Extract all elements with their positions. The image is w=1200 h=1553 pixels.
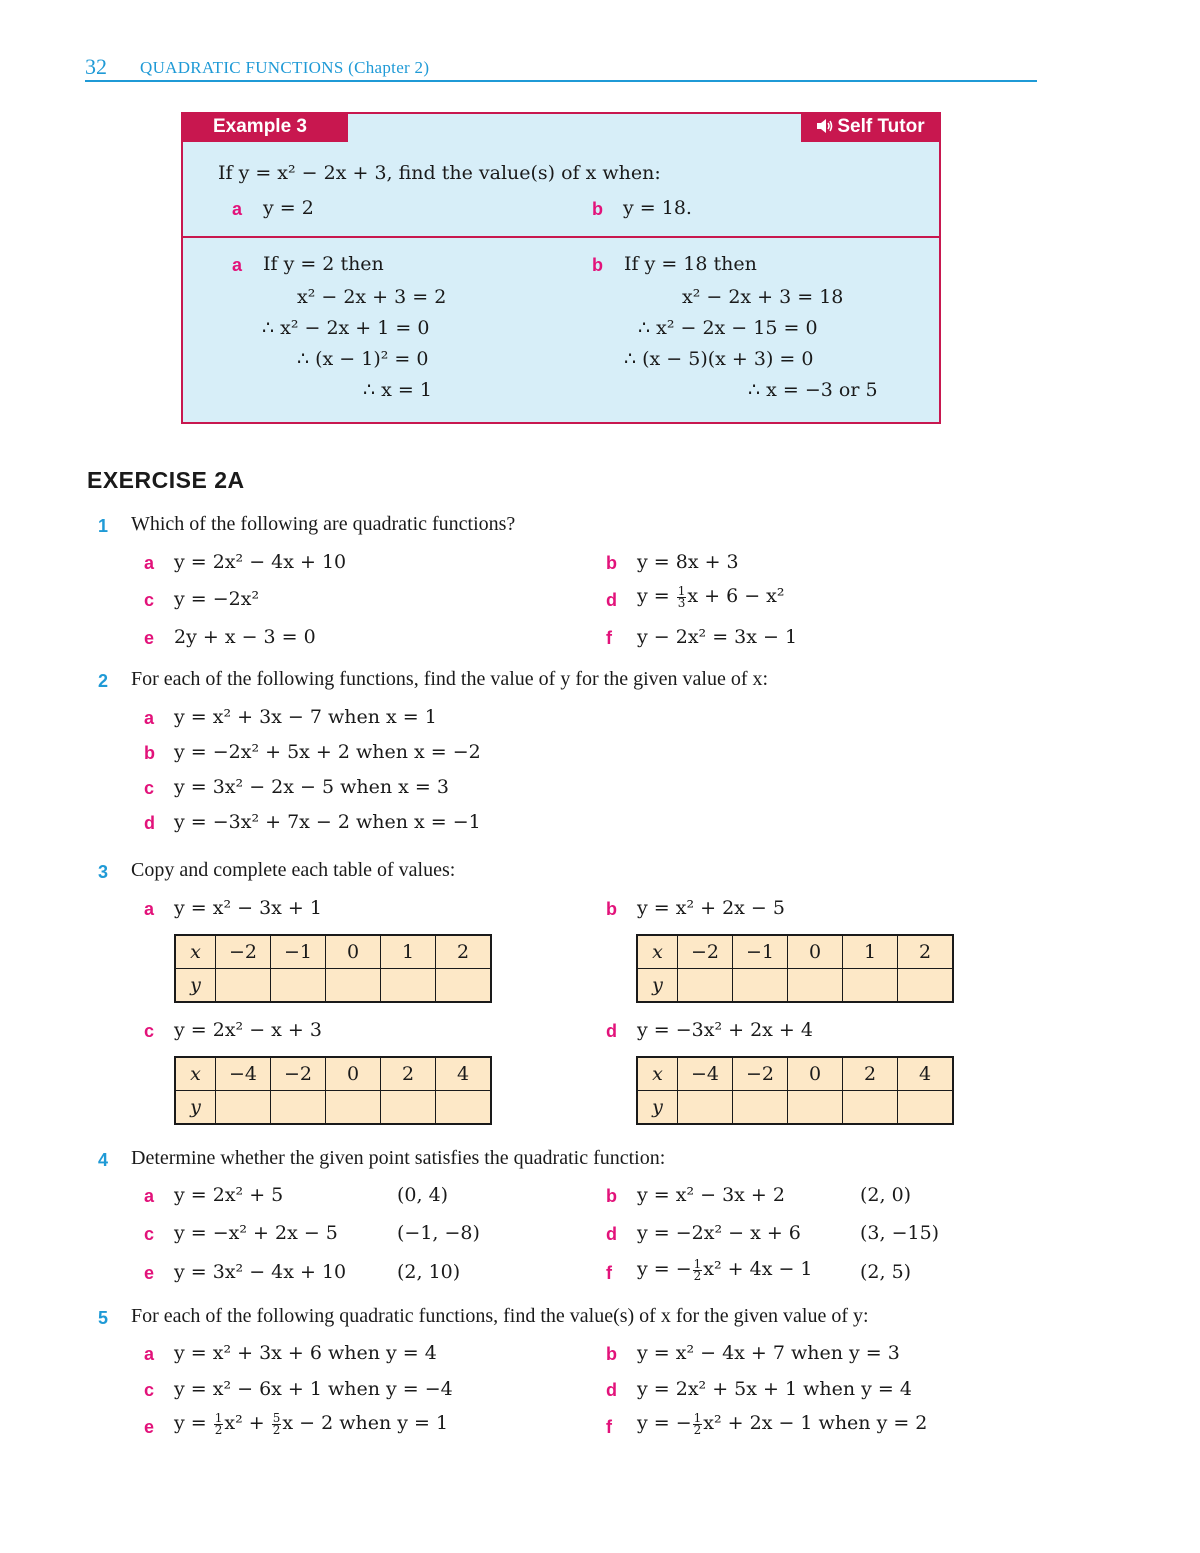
item-label: d: [606, 1380, 617, 1400]
q4-point-e: (2, 10): [397, 1261, 461, 1283]
q5-item-c: y = x² − 6x + 1 when y = −4: [174, 1378, 453, 1400]
table-y-cell: [678, 1091, 733, 1125]
table-x-header: x: [175, 1057, 216, 1091]
item-label: b: [144, 743, 155, 763]
question-number: 2: [98, 671, 109, 691]
self-tutor-button[interactable]: [801, 112, 941, 142]
q4-function-a: y = 2x² + 5: [174, 1184, 284, 1206]
example-question: If y = x² − 2x + 3, find the value(s) of x when:: [218, 162, 661, 184]
solution-a-line: ∴ x = 1: [363, 379, 432, 401]
table-x-header: x: [637, 935, 678, 969]
table-x-cell: −4: [216, 1057, 271, 1091]
q1-item-e: 2y + x − 3 = 0: [174, 626, 316, 648]
q2-item-b: y = −2x² + 5x + 2 when x = −2: [174, 741, 481, 763]
table-x-cell: −2: [678, 935, 733, 969]
table-x-cell: 2: [898, 935, 954, 969]
solution-b-line: x² − 2x + 3 = 18: [682, 286, 844, 308]
item-label: f: [606, 1417, 612, 1437]
q1-item-f: y − 2x² = 3x − 1: [637, 626, 798, 648]
example-part-a: y = 2: [263, 197, 314, 219]
question-4-text: Determine whether the given point satisfies the quadratic function:: [131, 1147, 666, 1169]
solution-a-intro: If y = 2 then: [263, 253, 384, 275]
q4-function-c: y = −x² + 2x − 5: [174, 1222, 338, 1244]
q2-item-d: y = −3x² + 7x − 2 when x = −1: [174, 811, 481, 833]
q1-item-c: y = −2x²: [174, 588, 260, 610]
value-table-b: [636, 934, 954, 1003]
q5-item-f: y = − $\frac{1}{2}$ x² + 2x − 1 when y = 2: [637, 1410, 928, 1437]
solution-a-line: x² − 2x + 3 = 2: [297, 286, 447, 308]
value-table-d: [636, 1056, 954, 1125]
q4-function-d: y = −2x² − x + 6: [637, 1222, 801, 1244]
table-y-cell: [381, 969, 436, 1003]
table-y-cell: [733, 969, 788, 1003]
table-y-cell: [436, 1091, 492, 1125]
question-1-text: Which of the following are quadratic functions?: [131, 513, 516, 535]
self-tutor-label: Self Tutor: [837, 116, 925, 137]
item-label: a: [144, 553, 155, 573]
table-x-cell: 0: [788, 935, 843, 969]
item-label: c: [144, 1021, 155, 1041]
example-part-b: y = 18.: [623, 197, 692, 219]
table-y-header: y: [637, 1091, 678, 1125]
q1-item-d: y = $\frac{1}{3}$ x + 6 − x²: [637, 583, 785, 610]
item-label: d: [606, 590, 617, 610]
item-label: e: [144, 1417, 155, 1437]
item-label: d: [144, 813, 155, 833]
table-y-cell: [216, 969, 271, 1003]
table-x-cell: 4: [436, 1057, 492, 1091]
table-x-cell: 0: [788, 1057, 843, 1091]
table-x-header: x: [175, 935, 216, 969]
table-x-cell: −2: [216, 935, 271, 969]
item-label: c: [144, 1224, 155, 1244]
solution-b-intro: If y = 18 then: [624, 253, 757, 275]
question-2-text: For each of the following functions, find the value of y for the given value of x:: [131, 668, 769, 690]
table-x-cell: −1: [271, 935, 326, 969]
table-y-header: y: [175, 969, 216, 1003]
item-label: b: [606, 1186, 617, 1206]
item-label: b: [606, 899, 617, 919]
table-x-cell: 0: [326, 935, 381, 969]
table-x-cell: 1: [381, 935, 436, 969]
value-table-a: [174, 934, 492, 1003]
question-number: 4: [98, 1150, 109, 1170]
q3-function-c: y = 2x² − x + 3: [174, 1019, 322, 1041]
table-x-header: x: [637, 1057, 678, 1091]
table-y-cell: [843, 969, 898, 1003]
table-x-cell: −4: [678, 1057, 733, 1091]
table-y-cell: [788, 1091, 843, 1125]
table-x-cell: 2: [436, 935, 492, 969]
q5-item-b: y = x² − 4x + 7 when y = 3: [637, 1342, 900, 1364]
solution-a-line: ∴ x² − 2x + 1 = 0: [262, 317, 430, 339]
item-label: c: [144, 778, 155, 798]
question-number: 5: [98, 1308, 109, 1328]
item-label: a: [144, 708, 155, 728]
table-y-cell: [843, 1091, 898, 1125]
question-5-text: For each of the following quadratic functions, find the value(s) of x for the given value of y:: [131, 1305, 869, 1327]
q3-function-b: y = x² + 2x − 5: [637, 897, 785, 919]
table-y-cell: [326, 1091, 381, 1125]
item-label: d: [606, 1224, 617, 1244]
q3-function-d: y = −3x² + 2x + 4: [637, 1019, 813, 1041]
table-y-cell: [898, 1091, 954, 1125]
solution-b-line: ∴ x = −3 or 5: [748, 379, 878, 401]
fraction: $\frac{1}{3}$: [677, 583, 686, 610]
q5-item-e: y = $\frac{1}{2}$ x² + $\frac{5}{2}$ x − 2 when y = 1: [174, 1410, 449, 1437]
q4-point-a: (0, 4): [397, 1184, 449, 1206]
table-y-cell: [271, 1091, 326, 1125]
example-part-a-label: a: [232, 199, 243, 219]
q4-point-c: (−1, −8): [397, 1222, 480, 1244]
table-y-cell: [733, 1091, 788, 1125]
value-table-c: [174, 1056, 492, 1125]
question-3-text: Copy and complete each table of values:: [131, 859, 456, 881]
item-label: e: [144, 1263, 155, 1283]
item-label: a: [144, 1186, 155, 1206]
table-y-cell: [216, 1091, 271, 1125]
header-rule: [85, 80, 1037, 82]
q2-item-a: y = x² + 3x − 7 when x = 1: [174, 706, 437, 728]
table-x-cell: 1: [843, 935, 898, 969]
table-y-cell: [788, 969, 843, 1003]
page-number: 32: [85, 54, 107, 79]
table-x-cell: 2: [843, 1057, 898, 1091]
fraction: $\frac{5}{2}$: [272, 1410, 281, 1437]
fraction: $\frac{1}{2}$: [693, 1256, 702, 1283]
item-label: e: [144, 628, 155, 648]
solution-a-line: ∴ (x − 1)² = 0: [297, 348, 429, 370]
example-divider: [181, 236, 941, 238]
exercise-heading: EXERCISE 2A: [87, 467, 245, 493]
q4-point-b: (2, 0): [860, 1184, 912, 1206]
q4-function-b: y = x² − 3x + 2: [637, 1184, 785, 1206]
q4-function-e: y = 3x² − 4x + 10: [174, 1261, 347, 1283]
item-label: b: [606, 553, 617, 573]
table-y-cell: [381, 1091, 436, 1125]
item-label: c: [144, 590, 155, 610]
example-title: Example 3: [181, 112, 348, 142]
question-number: 3: [98, 862, 109, 882]
item-label: a: [144, 1344, 155, 1364]
table-x-cell: −2: [271, 1057, 326, 1091]
table-y-cell: [436, 969, 492, 1003]
solution-b-label: b: [592, 255, 603, 275]
running-head: QUADRATIC FUNCTIONS (Chapter 2): [140, 58, 430, 77]
q1-item-b: y = 8x + 3: [637, 551, 739, 573]
table-y-cell: [271, 969, 326, 1003]
table-y-header: y: [637, 969, 678, 1003]
table-y-cell: [898, 969, 954, 1003]
q5-item-d: y = 2x² + 5x + 1 when y = 4: [637, 1378, 912, 1400]
item-label: f: [606, 1263, 612, 1283]
solution-b-line: ∴ x² − 2x − 15 = 0: [638, 317, 818, 339]
solution-b-line: ∴ (x − 5)(x + 3) = 0: [624, 348, 814, 370]
table-x-cell: 0: [326, 1057, 381, 1091]
speaker-icon: [817, 119, 833, 133]
question-number: 1: [98, 516, 109, 536]
item-label: f: [606, 628, 612, 648]
table-y-cell: [678, 969, 733, 1003]
example-part-b-label: b: [592, 199, 603, 219]
q4-point-f: (2, 5): [860, 1261, 912, 1283]
table-x-cell: 2: [381, 1057, 436, 1091]
q1-item-a: y = 2x² − 4x + 10: [174, 551, 347, 573]
table-y-header: y: [175, 1091, 216, 1125]
table-y-cell: [326, 969, 381, 1003]
q5-item-a: y = x² + 3x + 6 when y = 4: [174, 1342, 437, 1364]
table-x-cell: −2: [733, 1057, 788, 1091]
solution-a-label: a: [232, 255, 243, 275]
item-label: c: [144, 1380, 155, 1400]
item-label: a: [144, 899, 155, 919]
fraction: $\frac{1}{2}$: [214, 1410, 223, 1437]
item-label: b: [606, 1344, 617, 1364]
q4-point-d: (3, −15): [860, 1222, 940, 1244]
q4-function-f: y = − $\frac{1}{2}$ x² + 4x − 1: [637, 1256, 813, 1283]
item-label: d: [606, 1021, 617, 1041]
q3-function-a: y = x² − 3x + 1: [174, 897, 322, 919]
fraction: $\frac{1}{2}$: [693, 1410, 702, 1437]
q2-item-c: y = 3x² − 2x − 5 when x = 3: [174, 776, 449, 798]
table-x-cell: 4: [898, 1057, 954, 1091]
table-x-cell: −1: [733, 935, 788, 969]
